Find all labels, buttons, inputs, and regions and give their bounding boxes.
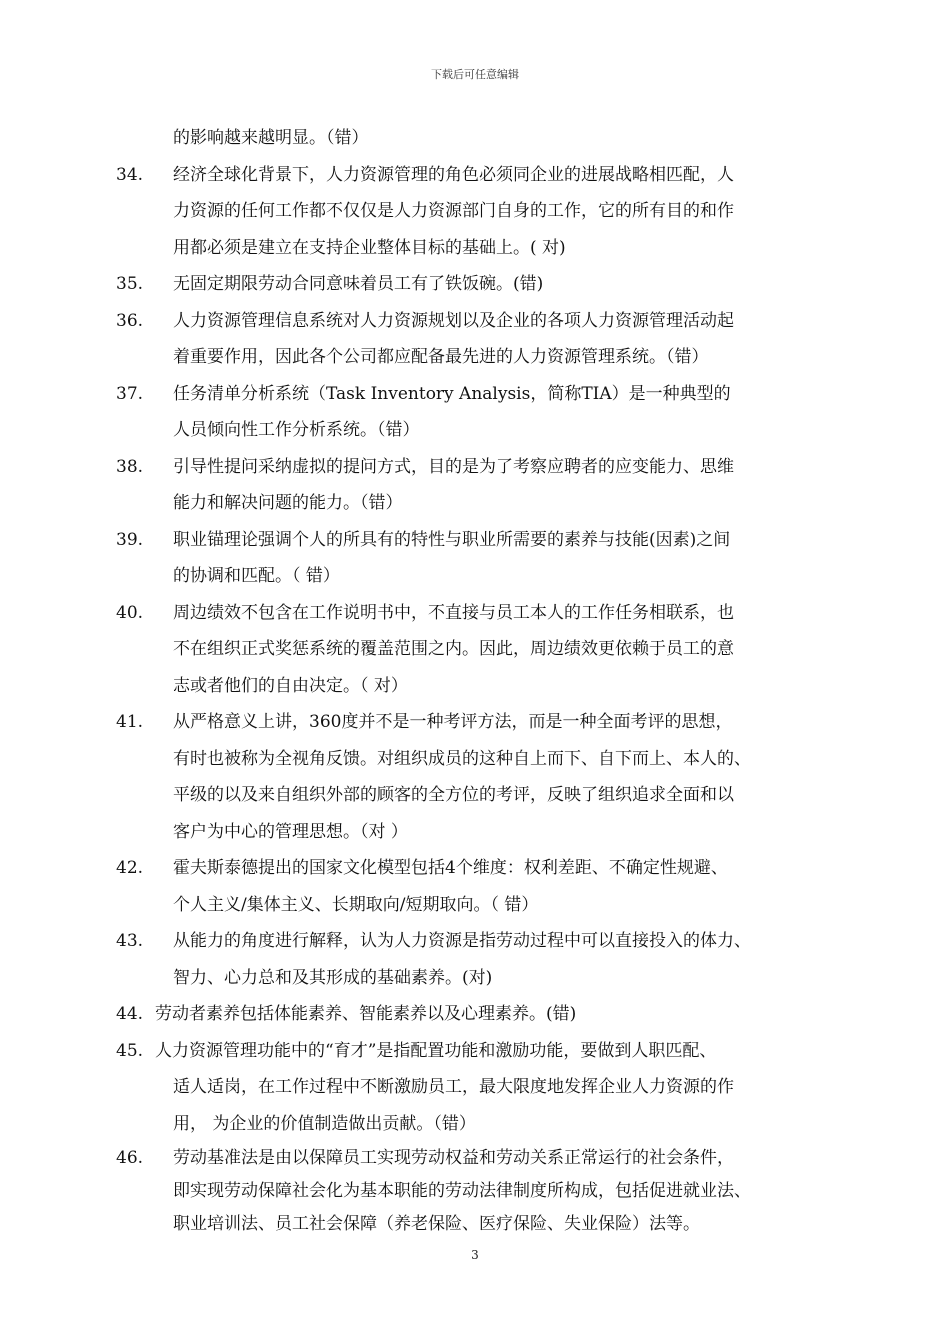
list-item bbox=[116, 376, 836, 449]
item-line: 的协调和匹配。（ 错） bbox=[173, 566, 340, 586]
item-line: 能力和解决问题的能力。（错） bbox=[173, 493, 403, 513]
item-number: 35. bbox=[116, 274, 144, 294]
item-line: 劳动者素养包括体能素养、智能素养以及心理素养。(错) bbox=[155, 1004, 577, 1024]
list-item bbox=[116, 120, 836, 157]
item-number: 37. bbox=[116, 383, 144, 404]
list-item bbox=[116, 303, 836, 376]
item-number: 44. bbox=[116, 1004, 144, 1024]
list-item bbox=[116, 850, 836, 923]
page-number: 3 bbox=[471, 1248, 479, 1262]
list-item bbox=[116, 1033, 836, 1143]
item-number: 42. bbox=[116, 858, 144, 878]
item-line: 无固定期限劳动合同意味着员工有了铁饭碗。(错) bbox=[173, 274, 544, 294]
item-line: 平级的以及来自组织外部的顾客的全方位的考评，反映了组织追求全面和以 bbox=[173, 785, 734, 805]
item-line: 周边绩效不包含在工作说明书中，不直接与员工本人的工作任务相联系，也 bbox=[173, 602, 734, 623]
item-line: 人力资源管理信息系统对人力资源规划以及企业的各项人力资源管理活动起 bbox=[173, 310, 734, 331]
item-line: 经济全球化背景下，人力资源管理的角色必须同企业的进展战略相匹配，人 bbox=[173, 164, 734, 185]
list-item bbox=[116, 449, 836, 522]
item-line: 着重要作用，因此各个公司都应配备最先进的人力资源管理系统。（错） bbox=[173, 347, 709, 367]
item-line: 任务清单分析系统（Task Inventory Analysis，简称TIA）是一种典型的 bbox=[173, 383, 731, 404]
item-line: 有时也被称为全视角反馈。对组织成员的这种自上而下、自下而上、本人的、 bbox=[173, 748, 751, 769]
list-item bbox=[116, 1142, 836, 1241]
list-item bbox=[116, 923, 836, 996]
item-number: 38. bbox=[116, 456, 144, 477]
item-line: 个人主义/集体主义、长期取向/短期取向。（ 错） bbox=[173, 894, 539, 915]
item-number: 36. bbox=[116, 310, 144, 331]
item-line: 力资源的任何工作都不仅仅是人力资源部门自身的工作，它的所有目的和作 bbox=[173, 201, 734, 221]
item-line: 人力资源管理功能中的“育才”是指配置功能和激励功能，要做到人职匹配、 bbox=[155, 1040, 717, 1061]
item-line: 霍夫斯泰德提出的国家文化模型包括4个维度：权利差距、不确定性规避、 bbox=[173, 858, 728, 878]
item-line: 的影响越来越明显。（错） bbox=[173, 128, 369, 148]
item-line: 职业锚理论强调个人的所具有的特性与职业所需要的素养与技能(因素)之间 bbox=[173, 529, 731, 550]
item-line: 志或者他们的自由决定。（ 对） bbox=[173, 675, 408, 696]
item-number: 41. bbox=[116, 712, 144, 732]
question-list bbox=[116, 120, 836, 1241]
item-number: 46. bbox=[116, 1148, 144, 1168]
item-number: 39. bbox=[116, 529, 144, 550]
item-number: 34. bbox=[116, 164, 144, 185]
list-item bbox=[116, 996, 836, 1033]
item-line: 人员倾向性工作分析系统。（错） bbox=[173, 420, 420, 440]
item-line: 职业培训法、员工社会保障（养老保险、医疗保险、失业保险）法等。 bbox=[173, 1214, 700, 1234]
item-number: 40. bbox=[116, 602, 144, 623]
item-line: 适人适岗，在工作过程中不断激励员工，最大限度地发挥企业人力资源的作 bbox=[173, 1077, 734, 1097]
item-number: 45. bbox=[116, 1040, 144, 1061]
list-item bbox=[116, 704, 836, 850]
item-line: 不在组织正式奖惩系统的覆盖范围之内。因此，周边绩效更依赖于员工的意 bbox=[173, 639, 734, 659]
list-item bbox=[116, 595, 836, 705]
list-item bbox=[116, 266, 836, 303]
item-line: 智力、心力总和及其形成的基础素养。(对) bbox=[173, 967, 493, 988]
page-header: 下载后可任意编辑 bbox=[431, 68, 519, 81]
item-line: 劳动基准法是由以保障员工实现劳动权益和劳动关系正常运行的社会条件， bbox=[173, 1148, 734, 1168]
list-item bbox=[116, 157, 836, 267]
item-line: 引导性提问采纳虚拟的提问方式，目的是为了考察应聘者的应变能力、思维 bbox=[173, 456, 734, 477]
item-line: 用， 为企业的价值制造做出贡献。（错） bbox=[173, 1113, 476, 1134]
item-line: 客户为中心的管理思想。（对 ） bbox=[173, 821, 408, 842]
item-line: 即实现劳动保障社会化为基本职能的劳动法律制度所构成，包括促进就业法、 bbox=[173, 1181, 751, 1201]
list-item bbox=[116, 522, 836, 595]
item-line: 从严格意义上讲，360度并不是一种考评方法，而是一种全面考评的思想， bbox=[173, 712, 733, 732]
item-number: 43. bbox=[116, 931, 144, 951]
item-line: 从能力的角度进行解释，认为人力资源是指劳动过程中可以直接投入的体力、 bbox=[173, 931, 751, 951]
item-line: 用都必须是建立在支持企业整体目标的基础上。( 对) bbox=[173, 237, 566, 258]
